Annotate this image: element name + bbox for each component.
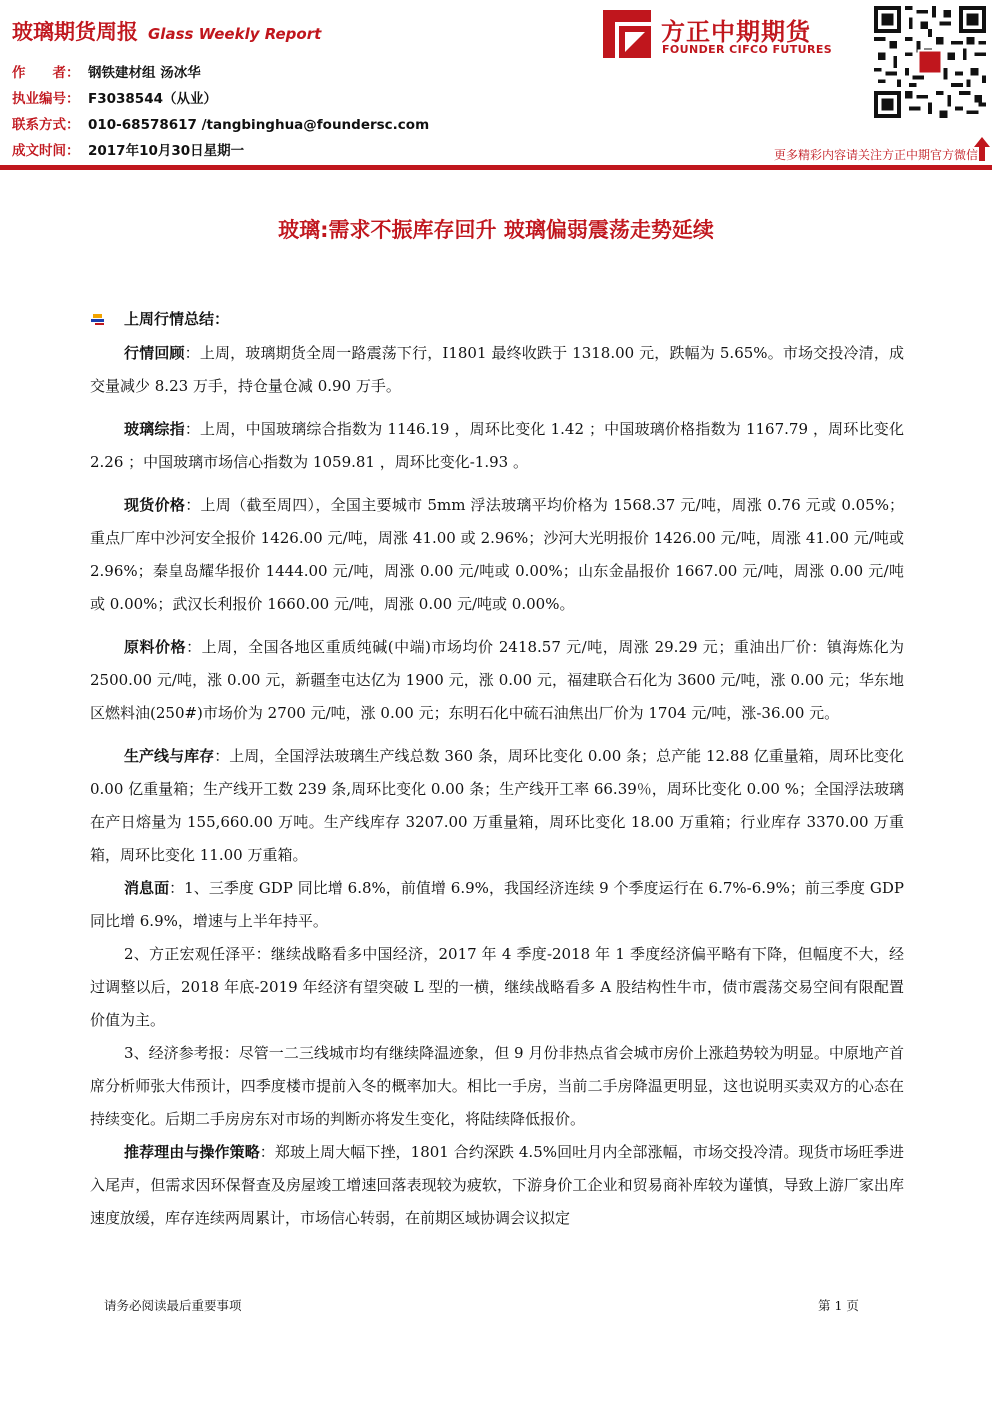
brand-name-en: FOUNDER CIFCO FUTURES [662, 43, 833, 56]
meta-date [12, 139, 244, 159]
meta-label: 执业编号： [12, 91, 80, 107]
meta-contact [12, 113, 429, 133]
report-body [90, 337, 904, 1235]
qr-code-icon [874, 6, 986, 118]
paragraph-text: ：上周，中国玻璃综合指数为 1146.19 ，周环比变化 1.42 ；中国玻璃价格指数为 1167.79 ，周环比变化 2.26 ；中国玻璃市场信心指数为 1059.81 ，周环比变化-1.93 。 [90, 420, 904, 471]
paragraph-lead: 现货价格 [124, 496, 186, 514]
paragraph-spot-price [90, 489, 904, 621]
meta-label: 成文时间： [12, 143, 80, 159]
up-arrow-icon [974, 137, 990, 161]
paragraph-news-2 [90, 938, 904, 1037]
paragraph-market-review [90, 337, 904, 403]
meta-value: F3038544（从业） [88, 91, 217, 107]
section-bullet-icon [90, 311, 106, 327]
paragraph-text: ：上周，玻璃期货全周一路震荡下行，I1801 最终收跌于 1318.00 元，跌幅为 5.65%。市场交投冷清，成交量减少 8.23 万手，持仓量仓减 0.90 万手。 [90, 344, 904, 395]
paragraph-text: ：1、三季度 GDP 同比增 6.8%，前值增 6.9%，我国经济连续 9 个季度运行在 6.7%-6.9%；前三季度 GDP 同比增 6.9%，增速与上半年持平。 [90, 879, 904, 930]
founder-logo-icon [603, 10, 651, 58]
footer-notice: 请务必阅读最后重要事项 [104, 1298, 242, 1313]
header-divider [0, 165, 992, 170]
paragraph-lead: 玻璃综指 [124, 420, 185, 438]
meta-label: 联系方式： [12, 117, 80, 133]
meta-license [12, 87, 217, 107]
follow-wechat-text: 更多精彩内容请关注方正中期官方微信 [773, 148, 978, 162]
report-title-cn: 玻璃期货周报 [12, 20, 138, 44]
paragraph-text: 2、方正宏观任泽平：继续战略看多中国经济，2017 年 4 季度-2018 年 1 季度经济偏平略有下降，但幅度不大，经过调整以后，2018 年底-2019 年经济有望突破 L 型的一横，继续战略看多 A 股结构性牛市，债市震荡交易空间有限配置价值为主。 [90, 945, 904, 1029]
paragraph-production-inventory [90, 740, 904, 872]
meta-value[interactable]: 010-68578617 /tangbinghua@foundersc.com [88, 117, 430, 133]
paragraph-lead: 行情回顾 [124, 344, 185, 362]
paragraph-text: ：上周（截至周四），全国主要城市 5mm 浮法玻璃平均价格为 1568.37 元/吨，周涨 0.76 元或 0.05%；重点厂库中沙河安全报价 1426.00 元/吨，周涨 41.00 或 2.96%；沙河大光明报价 1426.00 元/吨，周涨 41.00 元/吨或 2.96%；秦皇岛耀华报价 1444.00 元/吨，周涨 0.00 元/吨或 0.00%；山东金晶报价 1667.00 元/吨，周涨 0.00 元/吨或 0.00%；武汉长利报价 1660.00 元/吨，周涨 0.00 元/吨或 0.00%。 [90, 496, 904, 613]
paragraph-text: ：上周，全国浮法玻璃生产线总数 360 条，周环比变化 0.00 条；总产能 12.88 亿重量箱，周环比变化 0.00 亿重量箱；生产线开工数 239 条,周环比变化 0.00 条；生产线开工率 66.39％，周环比变化 0.00 %；全国浮法玻璃在产日熔量为 155,660.00 万吨。生产线库存 3207.00 万重量箱，周环比变化 18.00 万重箱；行业库存 3370.00 万重箱，周环比变化 11.00 万重箱。 [90, 747, 904, 864]
section-title: 上周行情总结： [124, 310, 230, 328]
page-number: 第 1 页 [818, 1298, 859, 1313]
paragraph-text: ：郑玻上周大幅下挫，1801 合约深跌 4.5%回吐月内全部涨幅，市场交投冷清。现货市场旺季进入尾声，但需求因环保督查及房屋竣工增速回落表现较为疲软，下游身价工企业和贸易商补库较为谨慎，导致上游厂家出库速度放缓，库存连续两周累计，市场信心转弱，在前期区域协调会议拟定 [90, 1143, 904, 1227]
document-title: 玻璃:需求不振库存回升 玻璃偏弱震荡走势延续 [278, 218, 714, 242]
paragraph-strategy [90, 1136, 904, 1235]
section-heading [90, 308, 229, 329]
paragraph-news-3 [90, 1037, 904, 1136]
brand-logo [603, 10, 865, 60]
meta-value: 钢铁建材组 汤冰华 [88, 65, 201, 81]
paragraph-glass-index [90, 413, 904, 479]
report-title-en: Glass Weekly Report [148, 25, 322, 43]
paragraph-lead: 原料价格 [124, 638, 187, 656]
paragraph-raw-material [90, 631, 904, 730]
report-title [12, 16, 321, 46]
meta-value: 2017年10月30日星期一 [88, 143, 245, 159]
paragraph-news [90, 872, 904, 938]
meta-label: 作 者： [12, 65, 80, 81]
paragraph-text: 3、经济参考报：尽管一二三线城市均有继续降温迹象，但 9 月份非热点省会城市房价上涨趋势较为明显。中原地产首席分析师张大伟预计，四季度楼市提前入冬的概率加大。相比一手房，当前二手房降温更明显，这也说明买卖双方的心态在持续变化。后期二手房房东对市场的判断亦将发生变化，将陆续降低报价。 [90, 1044, 904, 1128]
meta-author [12, 61, 201, 81]
report-header [0, 0, 992, 172]
paragraph-lead: 推荐理由与操作策略 [124, 1143, 260, 1161]
paragraph-lead: 消息面 [124, 879, 170, 897]
paragraph-lead: 生产线与库存 [124, 747, 215, 765]
brand-name-cn: 方正中期期货 [661, 18, 811, 46]
paragraph-text: ：上周，全国各地区重质纯碱(中端)市场均价 2418.57 元/吨，周涨 29.29 元；重油出厂价：镇海炼化为 2500.00 元/吨，涨 0.00 元，新疆奎屯达亿为 1900 元，涨 0.00 元，福建联合石化为 3600 元/吨，涨 0.00 元；华东地区燃料油(250#)市场价为 2700 元/吨，涨 0.00 元；东明石化中硫石油焦出厂价为 1704 元/吨，涨-36.00 元。 [90, 638, 904, 722]
